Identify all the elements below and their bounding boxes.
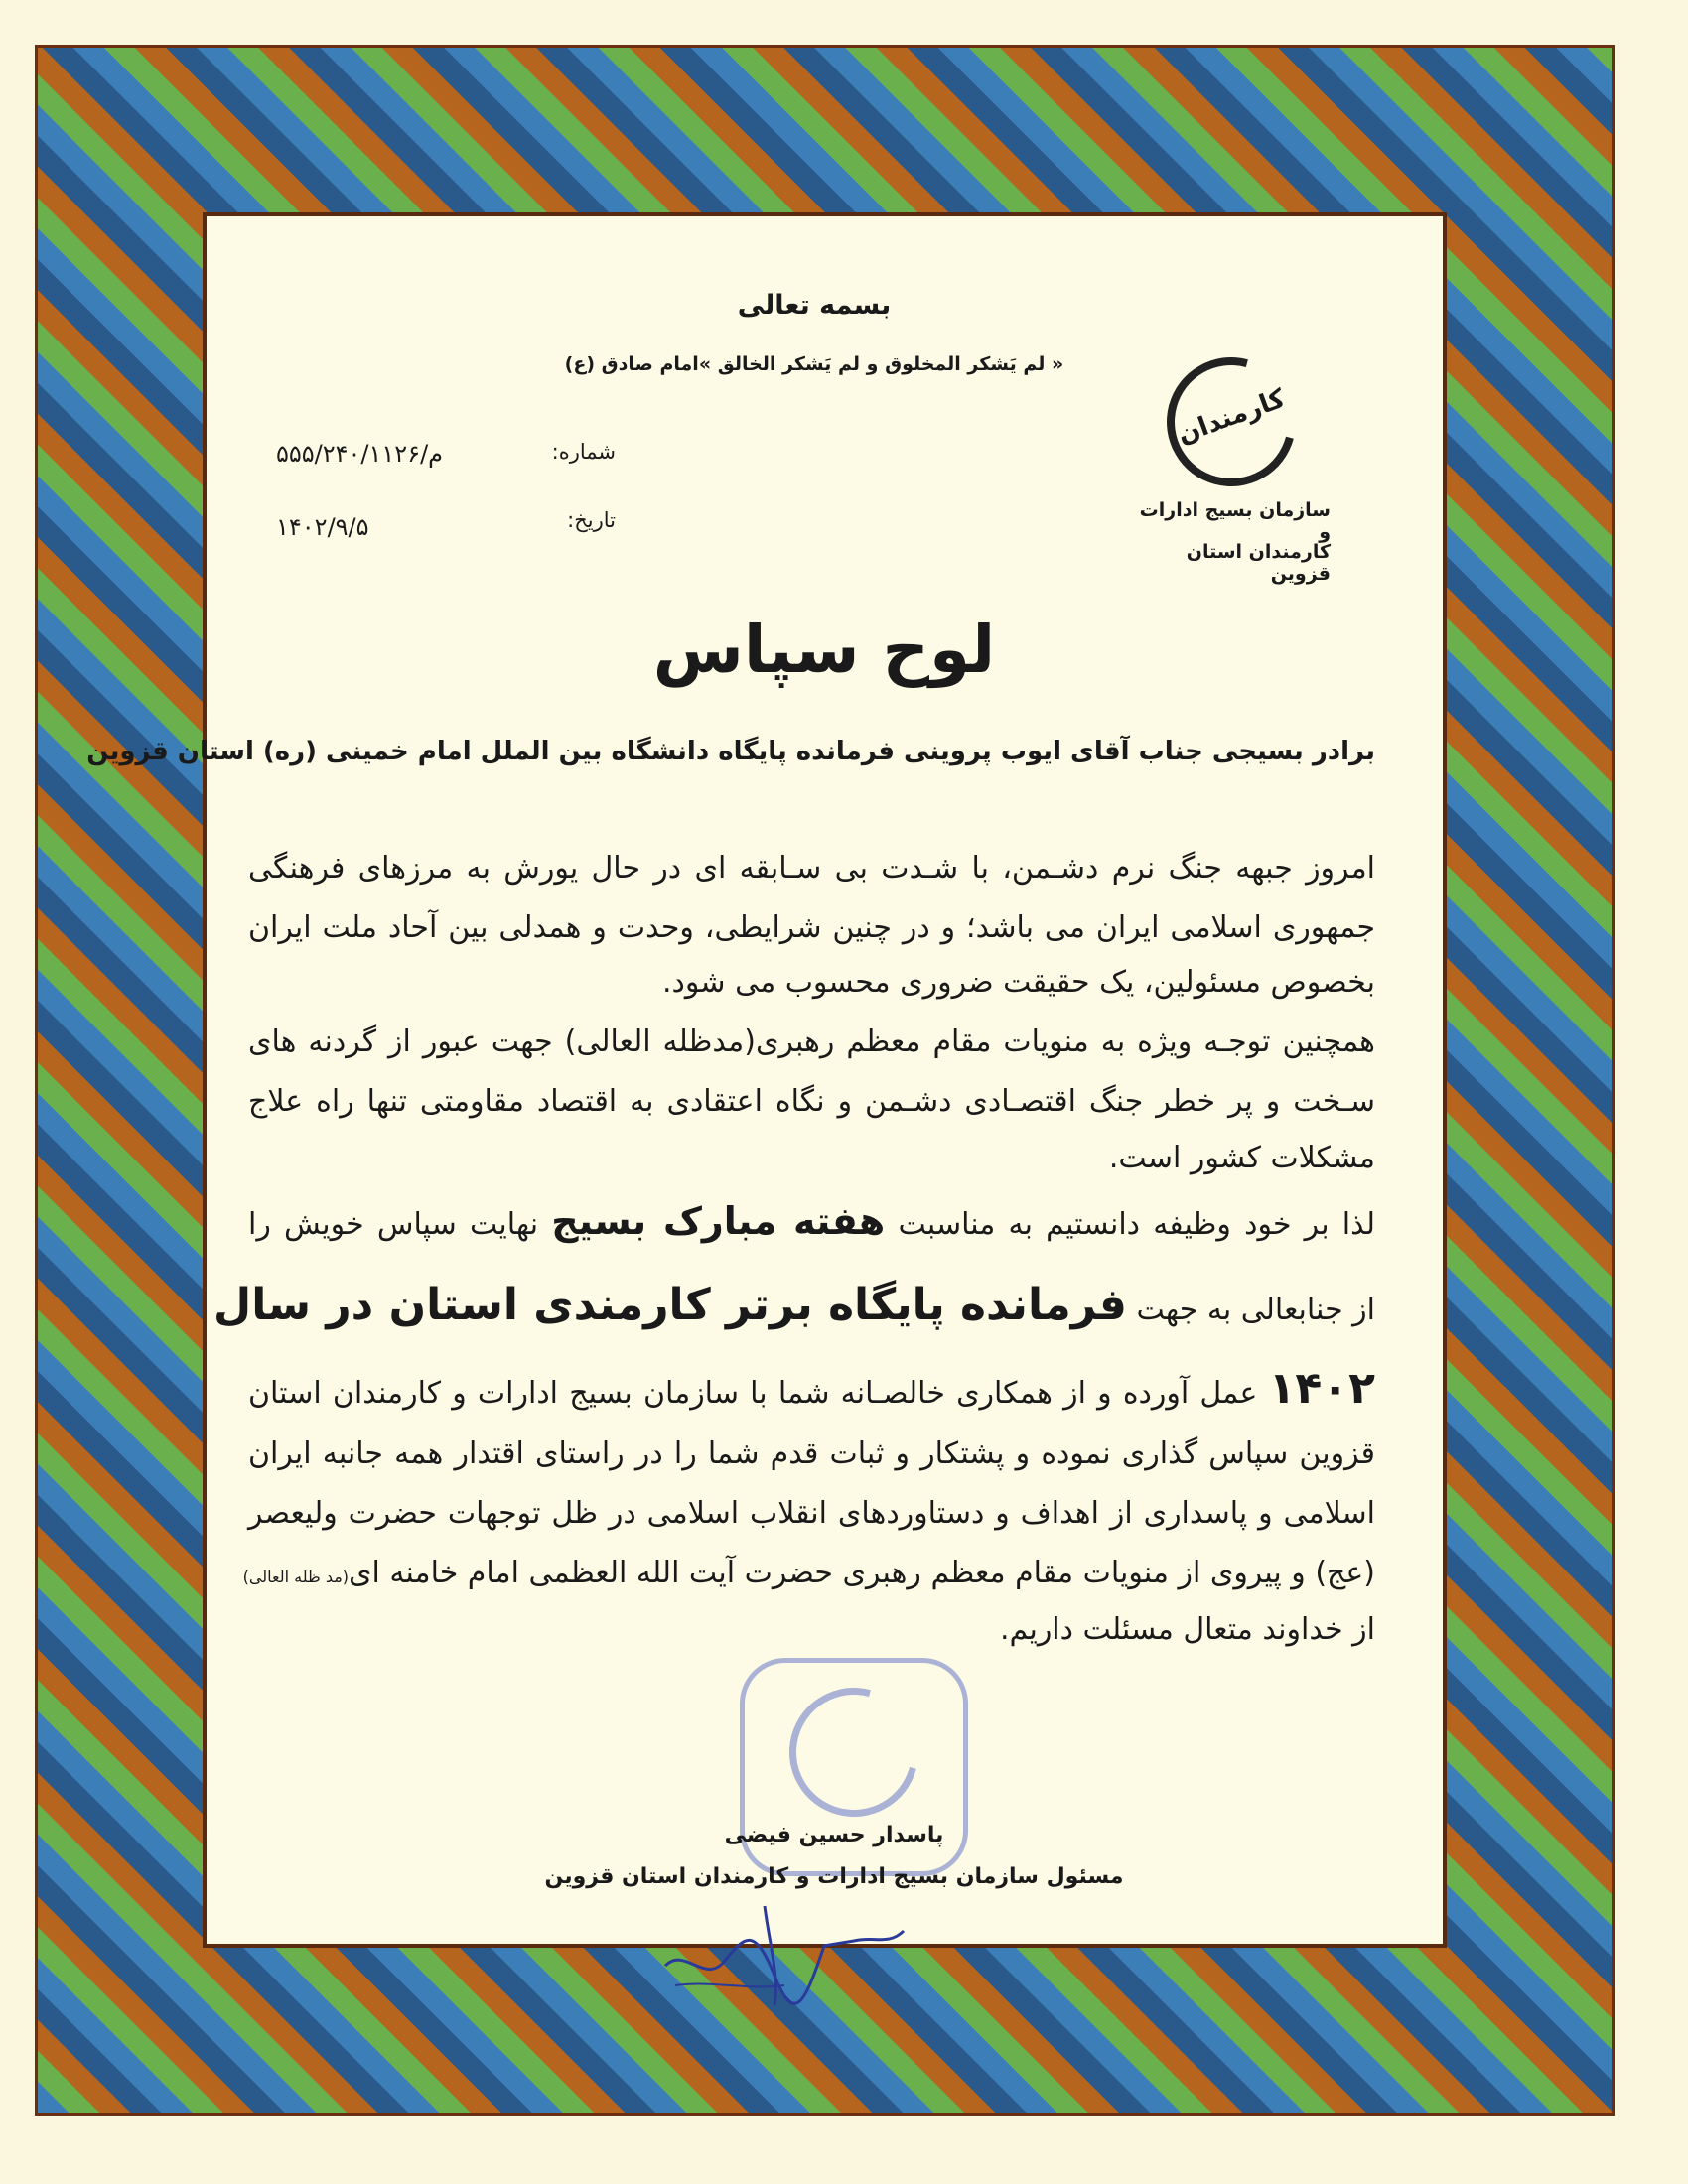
recipient-line: برادر بسیجی جناب آقای ایوب پروینی فرمانده پایگاه دانشگاه بین الملل امام خمینی (ره) استان قزوین <box>86 737 1375 766</box>
org-name-line1: سازمان بسیج ادارات و <box>1139 499 1331 543</box>
body-line: اسلامی و پاسداری از اهداف و دستاوردهای انقلاب اسلامی در ظل توجهات حضرت ولیعصر <box>248 1496 1375 1531</box>
org-name-line2: کارمندان استان قزوین <box>1186 541 1331 585</box>
number-label: شماره: <box>551 440 616 464</box>
body-line: سـخت و پر خطر جنگ اقتصـادی دشـمن و نگاه اعتقادی به اقتصاد مقاومتی تنها راه علاج <box>248 1084 1375 1119</box>
body-line: از خداوند متعال مسئلت داریم. <box>999 1612 1375 1647</box>
body-line-year <box>248 1365 1375 1418</box>
occasion-pre: لذا بر خود وظیفه دانستیم به مناسبت <box>898 1207 1375 1242</box>
leader-text: (عج) و پیروی از منویات مقام معظم رهبری حضرت آیت الله العظمی امام خامنه ای <box>349 1556 1375 1590</box>
award-emphasis: فرمانده پایگاه برتر کارمندی استان در سال <box>213 1280 1127 1330</box>
date-value: ۱۴۰۲/۹/۵ <box>276 513 369 541</box>
award-pre: از جنابعالی به جهت <box>1136 1293 1375 1327</box>
signatory-role: مسئول سازمان بسیج ادارات و کارمندان استان قزوین <box>544 1864 1124 1889</box>
award-year: ۱۴۰۲ <box>1268 1363 1375 1414</box>
stamp-logo-icon <box>766 1664 942 1841</box>
invocation: بسمه تعالی <box>737 290 892 321</box>
body-line: مشکلات کشور است. <box>1108 1141 1375 1175</box>
body-line: امروز جبهه جنگ نرم دشـمن، با شـدت بی سـابقه ای در حال یورش به مرزهای فرهنگی <box>248 851 1375 886</box>
body-line: جمهوری اسلامی ایران می باشد؛ و در چنین شرایطی، وحدت و همدلی بین آحاد ملت ایران <box>248 910 1375 945</box>
body-line: قزوین سپاس گذاری نموده و پشتکار و ثبات قدم شما را در راستای اقتدار همه جانبه ایران <box>248 1436 1375 1471</box>
body-line: بخصوص مسئولین، یک حقیقت ضروری محسوب می شود. <box>662 965 1375 1000</box>
body-line-leader <box>242 1554 1375 1597</box>
year-rest: عمل آورده و از همکاری خالصـانه شما با سازمان بسیج ادارات و کارمندان استان <box>248 1376 1258 1411</box>
occasion-post: نهایت سپاس خویش را <box>248 1207 539 1242</box>
hadith: « لم يَشکر المخلوق و لم يَشکر الخالق »امام صادق (ع) <box>564 353 1064 375</box>
number-value: ۵۵۵/۲۴۰/۱۱۲۶/م <box>276 440 444 468</box>
date-label: تاریخ: <box>567 508 616 532</box>
logo-mark-text: کارمندان <box>1173 383 1290 451</box>
signatory-name: پاسدار حسین فیضی <box>724 1823 944 1847</box>
occasion-emphasis: هفته مبارک بسیج <box>551 1199 886 1243</box>
body-line-award <box>213 1280 1375 1335</box>
certificate-title: لوح سپاس <box>652 612 996 688</box>
leader-honorific: (مد ظله العالی) <box>242 1568 350 1586</box>
body-line: همچنین توجـه ویژه به منویات مقام معظم رهبری(مدظله العالی) جهت عبور از گردنه های <box>248 1024 1375 1059</box>
body-line-occasion <box>248 1201 1375 1245</box>
handwritten-signature <box>655 1886 914 2015</box>
